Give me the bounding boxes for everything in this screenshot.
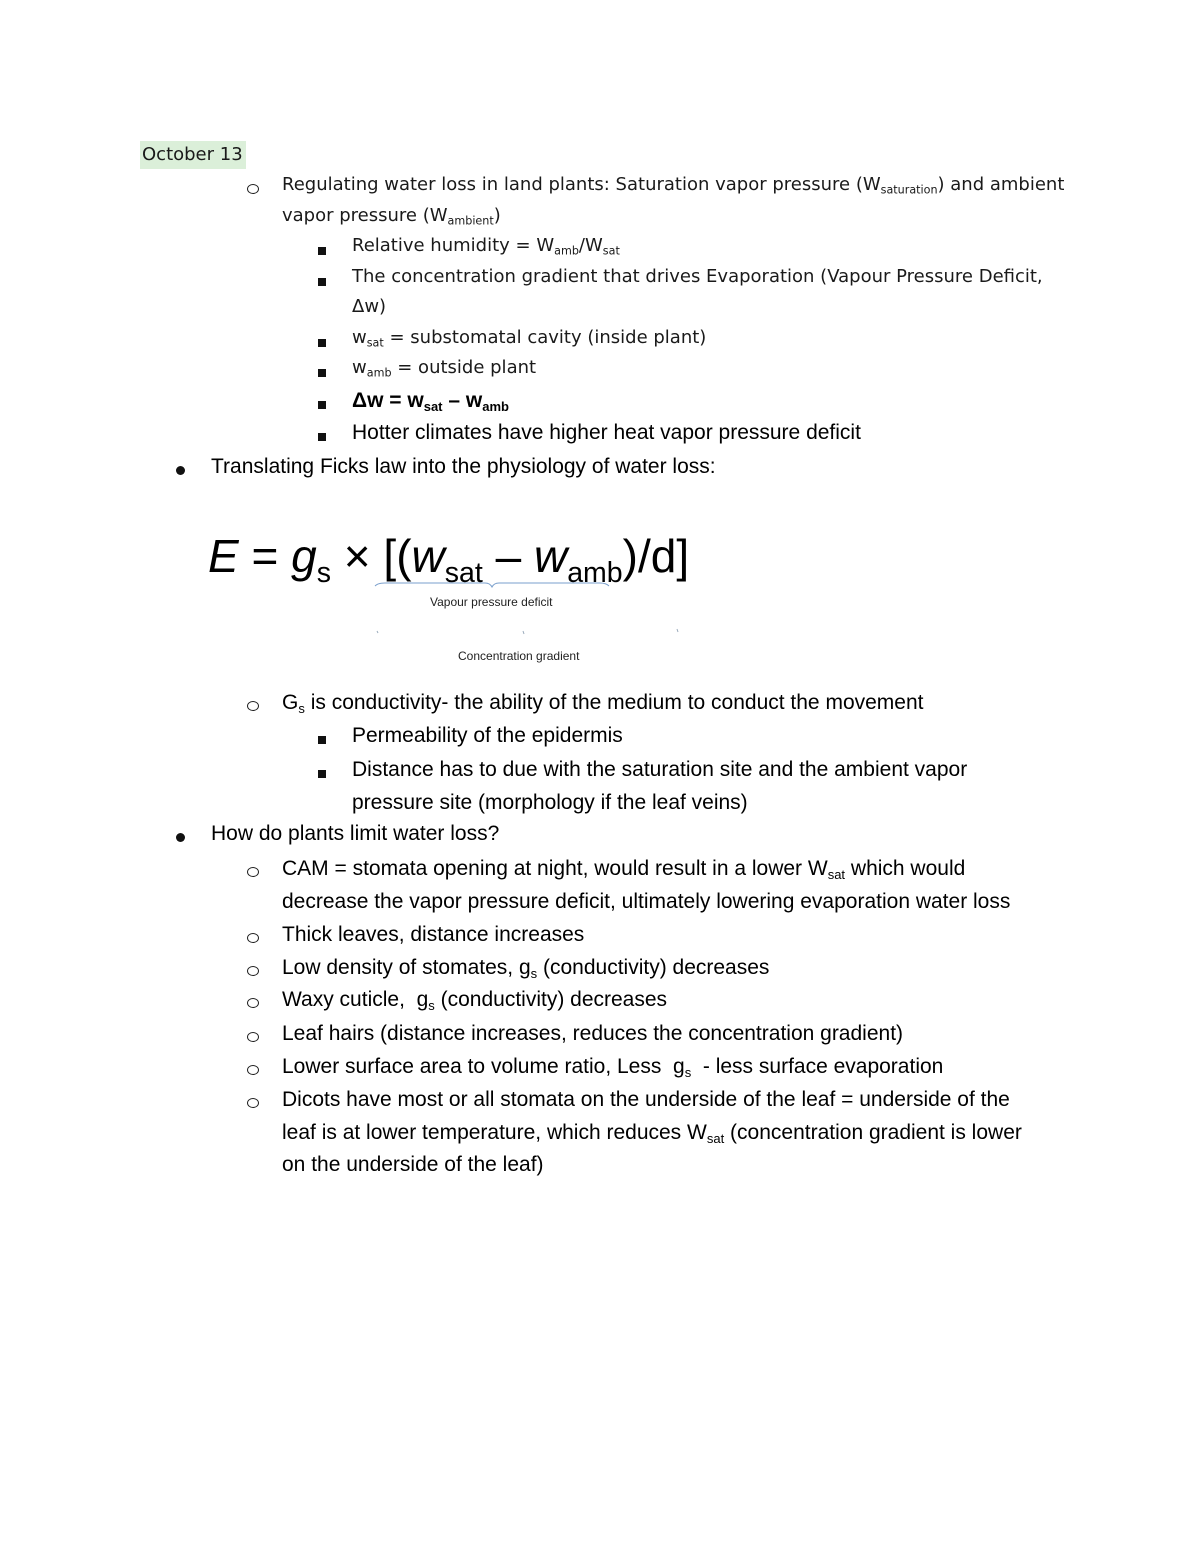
text: G (282, 691, 299, 714)
circle-bullet-icon (247, 1029, 259, 1045)
equation-operator: = (238, 530, 292, 582)
text: CAM = stomata opening at night, would result in a lower W (282, 857, 828, 880)
subscript: s (428, 997, 435, 1013)
subscript: s (530, 965, 538, 981)
list-item: Hotter climates have higher heat vapor pressure deficit (352, 421, 861, 444)
circle-bullet-icon (247, 864, 259, 880)
disc-bullet-icon (176, 829, 185, 845)
list-item: Thick leaves, distance increases (282, 923, 585, 946)
list-item-continuation: on the underside of the leaf) (282, 1153, 544, 1176)
text: = substomatal cavity (inside plant) (383, 327, 707, 348)
text: which would (845, 857, 966, 880)
equation-operator: )/d] (622, 530, 690, 582)
list-item (282, 1055, 944, 1080)
equation-operator: × [( (330, 530, 412, 582)
list-item-bold (352, 389, 509, 414)
list-item (352, 235, 620, 258)
text: (conductivity) decreases (537, 956, 770, 979)
square-bullet-icon (318, 765, 326, 781)
vapour-pressure-deficit-label: Vapour pressure deficit (430, 595, 553, 609)
date-heading (140, 146, 246, 164)
text: = outside plant (391, 357, 537, 378)
list-item (352, 327, 707, 350)
list-item: Dicots have most or all stomata on the underside of the leaf = underside of the (282, 1088, 1010, 1111)
subscript: saturation (880, 183, 938, 197)
equation-symbol: E (208, 530, 239, 582)
list-item: Distance has to due with the saturation site and the ambient vapor (352, 758, 968, 781)
text: Low density of stomates, g (282, 956, 531, 979)
subscript: sat (423, 398, 443, 414)
disc-bullet-icon (176, 462, 185, 478)
subscript: ambient (447, 214, 494, 228)
subscript: sat (706, 1130, 725, 1146)
list-item: Leaf hairs (distance increases, reduces the concentration gradient) (282, 1022, 904, 1045)
text: Regulating water loss in land plants: Saturation vapor pressure (W (282, 174, 881, 195)
subscript: amb (366, 366, 392, 380)
list-item: Permeability of the epidermis (352, 724, 623, 747)
text: – w (442, 389, 483, 412)
subscript: sat (602, 244, 620, 258)
list-item-continuation: pressure site (morphology if the leaf veins) (352, 791, 748, 814)
text: Δw = w (352, 389, 424, 412)
list-item (282, 691, 924, 716)
equation-symbol: w (533, 530, 568, 582)
text: Waxy cuticle, g (282, 988, 429, 1011)
equation-brace-lines (0, 570, 1200, 690)
text: is conductivity- the ability of the medium to conduct the movement (304, 691, 924, 714)
subscript: s (684, 1064, 692, 1080)
list-item: The concentration gradient that drives Evaporation (Vapour Pressure Deficit, (352, 266, 1043, 287)
equation-subscript: amb (567, 556, 623, 589)
list-item (282, 956, 770, 981)
circle-bullet-icon (247, 1095, 259, 1111)
subscript: amb (554, 244, 579, 258)
equation-operator: – (482, 530, 534, 582)
subscript: sat (366, 336, 384, 350)
circle-bullet-icon (247, 930, 259, 946)
subscript: amb (482, 398, 509, 414)
list-item-continuation (282, 205, 501, 228)
square-bullet-icon (318, 364, 326, 380)
equation-subscript: s (316, 556, 331, 589)
text: Relative humidity = W (352, 235, 555, 256)
list-item-continuation (282, 1121, 1022, 1146)
square-bullet-icon (318, 731, 326, 747)
list-item (282, 174, 1065, 197)
subscript: sat (827, 866, 846, 882)
square-bullet-icon (318, 242, 326, 258)
section-heading: Translating Ficks law into the physiology of water loss: (211, 455, 716, 478)
list-item-continuation: Δw) (352, 296, 387, 317)
circle-bullet-icon (247, 995, 259, 1011)
equation-symbol: g (291, 530, 317, 582)
date-highlight: October 13 (140, 141, 246, 169)
text: Lower surface area to volume ratio, Less g (282, 1055, 685, 1078)
concentration-gradient-label: Concentration gradient (458, 649, 580, 663)
text: - less surface evaporation (691, 1055, 944, 1078)
square-bullet-icon (318, 334, 326, 350)
text: (conductivity) decreases (434, 988, 668, 1011)
text: leaf is at lower temperature, which reduces W (282, 1121, 707, 1144)
circle-bullet-icon (247, 1062, 259, 1078)
list-item (352, 357, 537, 380)
equation-subscript: sat (444, 556, 483, 589)
list-item (282, 857, 966, 882)
square-bullet-icon (318, 273, 326, 289)
text: w (352, 327, 367, 348)
square-bullet-icon (318, 396, 326, 412)
subscript: s (298, 700, 305, 716)
list-item (282, 988, 668, 1013)
equation-symbol: w (411, 530, 445, 582)
text: ) and ambient (937, 174, 1065, 195)
circle-bullet-icon (247, 698, 259, 714)
text: w (352, 357, 367, 378)
section-heading: How do plants limit water loss? (211, 822, 500, 845)
circle-bullet-icon (247, 181, 259, 197)
list-item-continuation: decrease the vapor pressure deficit, ultimately lowering evaporation water loss (282, 890, 1011, 913)
text: vapor pressure (W (282, 205, 448, 226)
text: ) (493, 205, 501, 226)
text: (concentration gradient is lower (724, 1121, 1022, 1144)
square-bullet-icon (318, 428, 326, 444)
text: /W (578, 235, 603, 256)
circle-bullet-icon (247, 963, 259, 979)
